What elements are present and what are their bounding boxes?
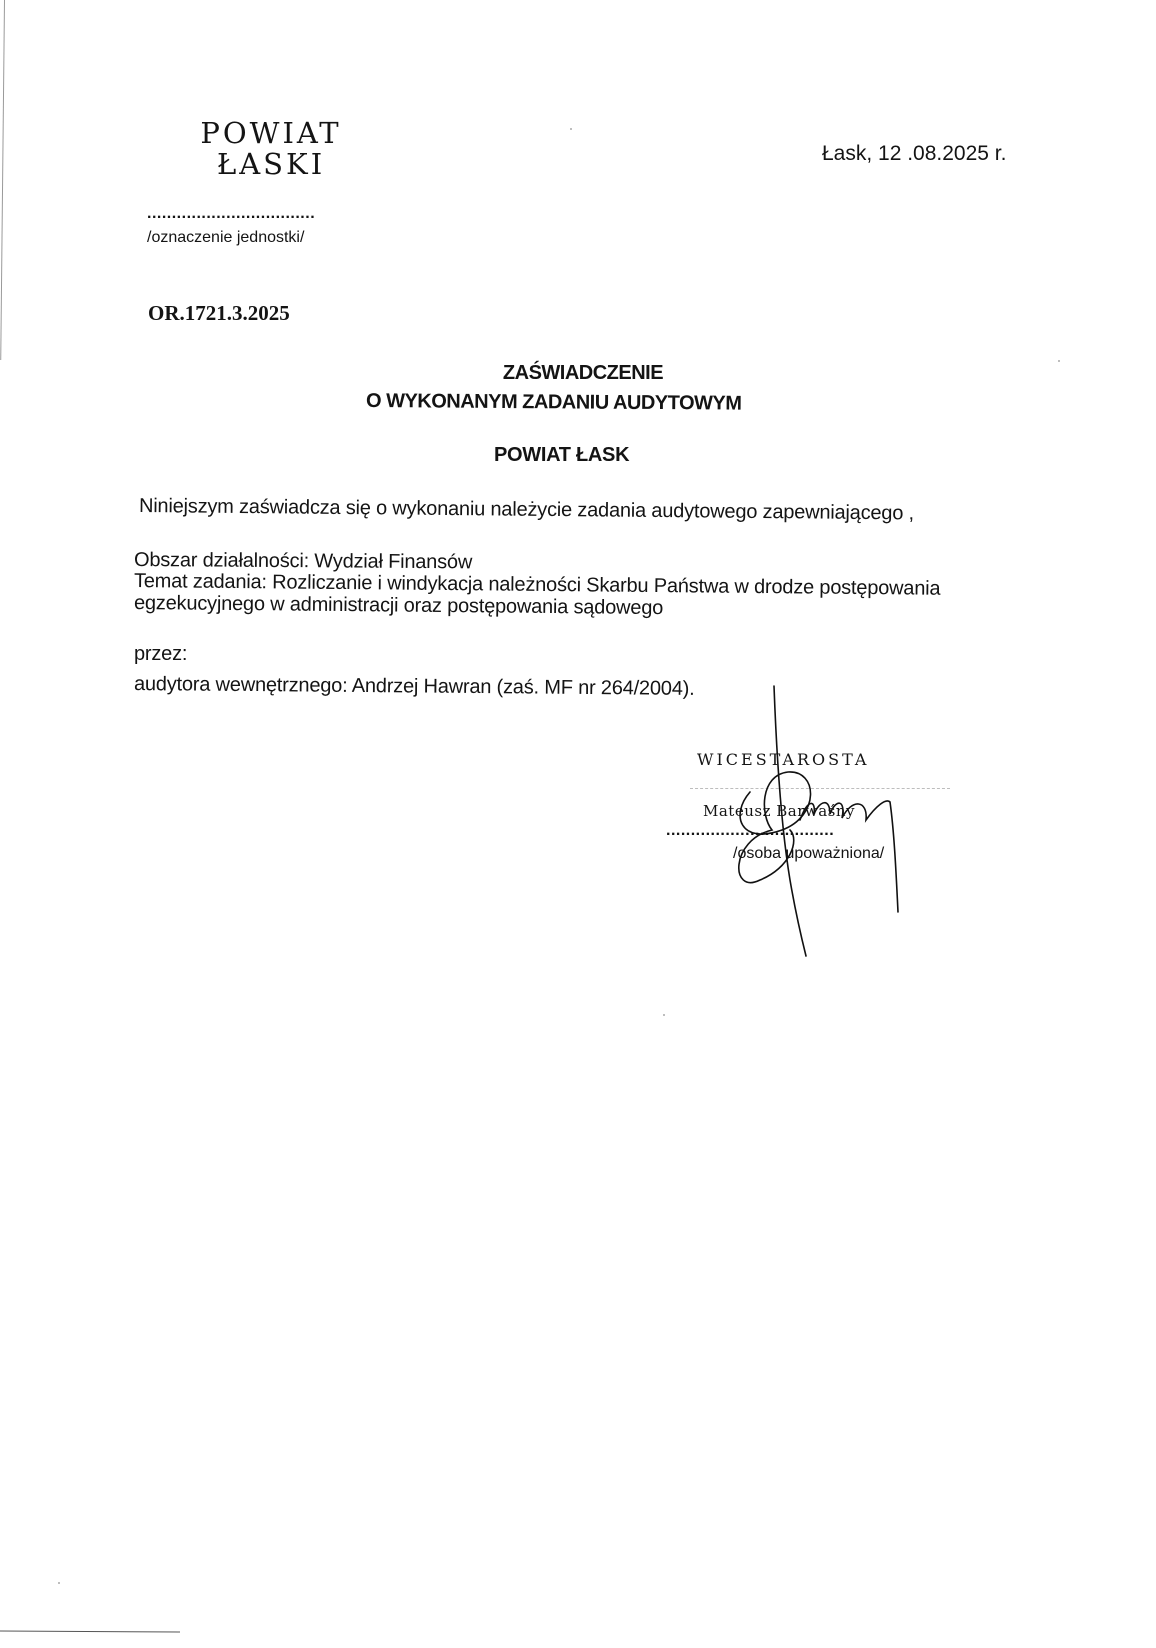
subject-heading: POWIAT ŁASK (494, 444, 630, 466)
area-text: Obszar działalności: Wydział Finansów (133, 549, 473, 574)
stamp-name: Mateusz Barwaśny (703, 802, 855, 820)
topic-text-line-2: egzekucyjnego w administracji oraz postępowania sądowego (133, 592, 664, 620)
signature-caption: /osoba upoważniona/ (733, 845, 885, 862)
statement-text: Niniejszym zaświadcza się o wykonaniu należycie zadania audytowego zapewniającego , (138, 495, 915, 525)
auditor-text: audytora wewnętrznego: Andrzej Hawran (zaś. MF nr 264/2004). (133, 673, 695, 700)
topic-text-line-1: Temat zadania: Rozliczanie i windykacja należności Skarbu Państwa w drodze postępowania (133, 570, 941, 600)
scan-speck (58, 1582, 60, 1584)
scan-edge-left (0, 0, 5, 360)
handwritten-signature (690, 680, 930, 970)
document-title: ZAŚWIADCZENIE (502, 362, 664, 384)
signature-loop (739, 772, 811, 883)
letterhead-line-2: ŁASKI (216, 147, 326, 181)
unit-caption: /oznaczenie jednostki/ (147, 229, 305, 246)
scan-speck (663, 1014, 665, 1016)
stamp-title: WICESTAROSTA (697, 750, 870, 769)
letterhead-line-1: POWIAT (200, 116, 342, 150)
by-label: przez: (134, 643, 188, 665)
signature-flourish (800, 801, 898, 912)
unit-dotted-line: .................................. (147, 205, 316, 222)
scan-speck (1058, 360, 1060, 362)
document-date: Łask, 12 .08.2025 r. (822, 142, 1007, 165)
scan-edge-bottom (0, 1631, 180, 1633)
signature-dotted-line: .................................. (666, 822, 835, 839)
reference-number: OR.1721.3.2025 (148, 301, 290, 325)
scan-speck (570, 128, 572, 130)
document-subtitle: O WYKONANYM ZADANIU AUDYTOWYM (365, 390, 742, 415)
letterhead-stamp (196, 118, 346, 180)
signature-vertical-stroke (774, 686, 806, 956)
